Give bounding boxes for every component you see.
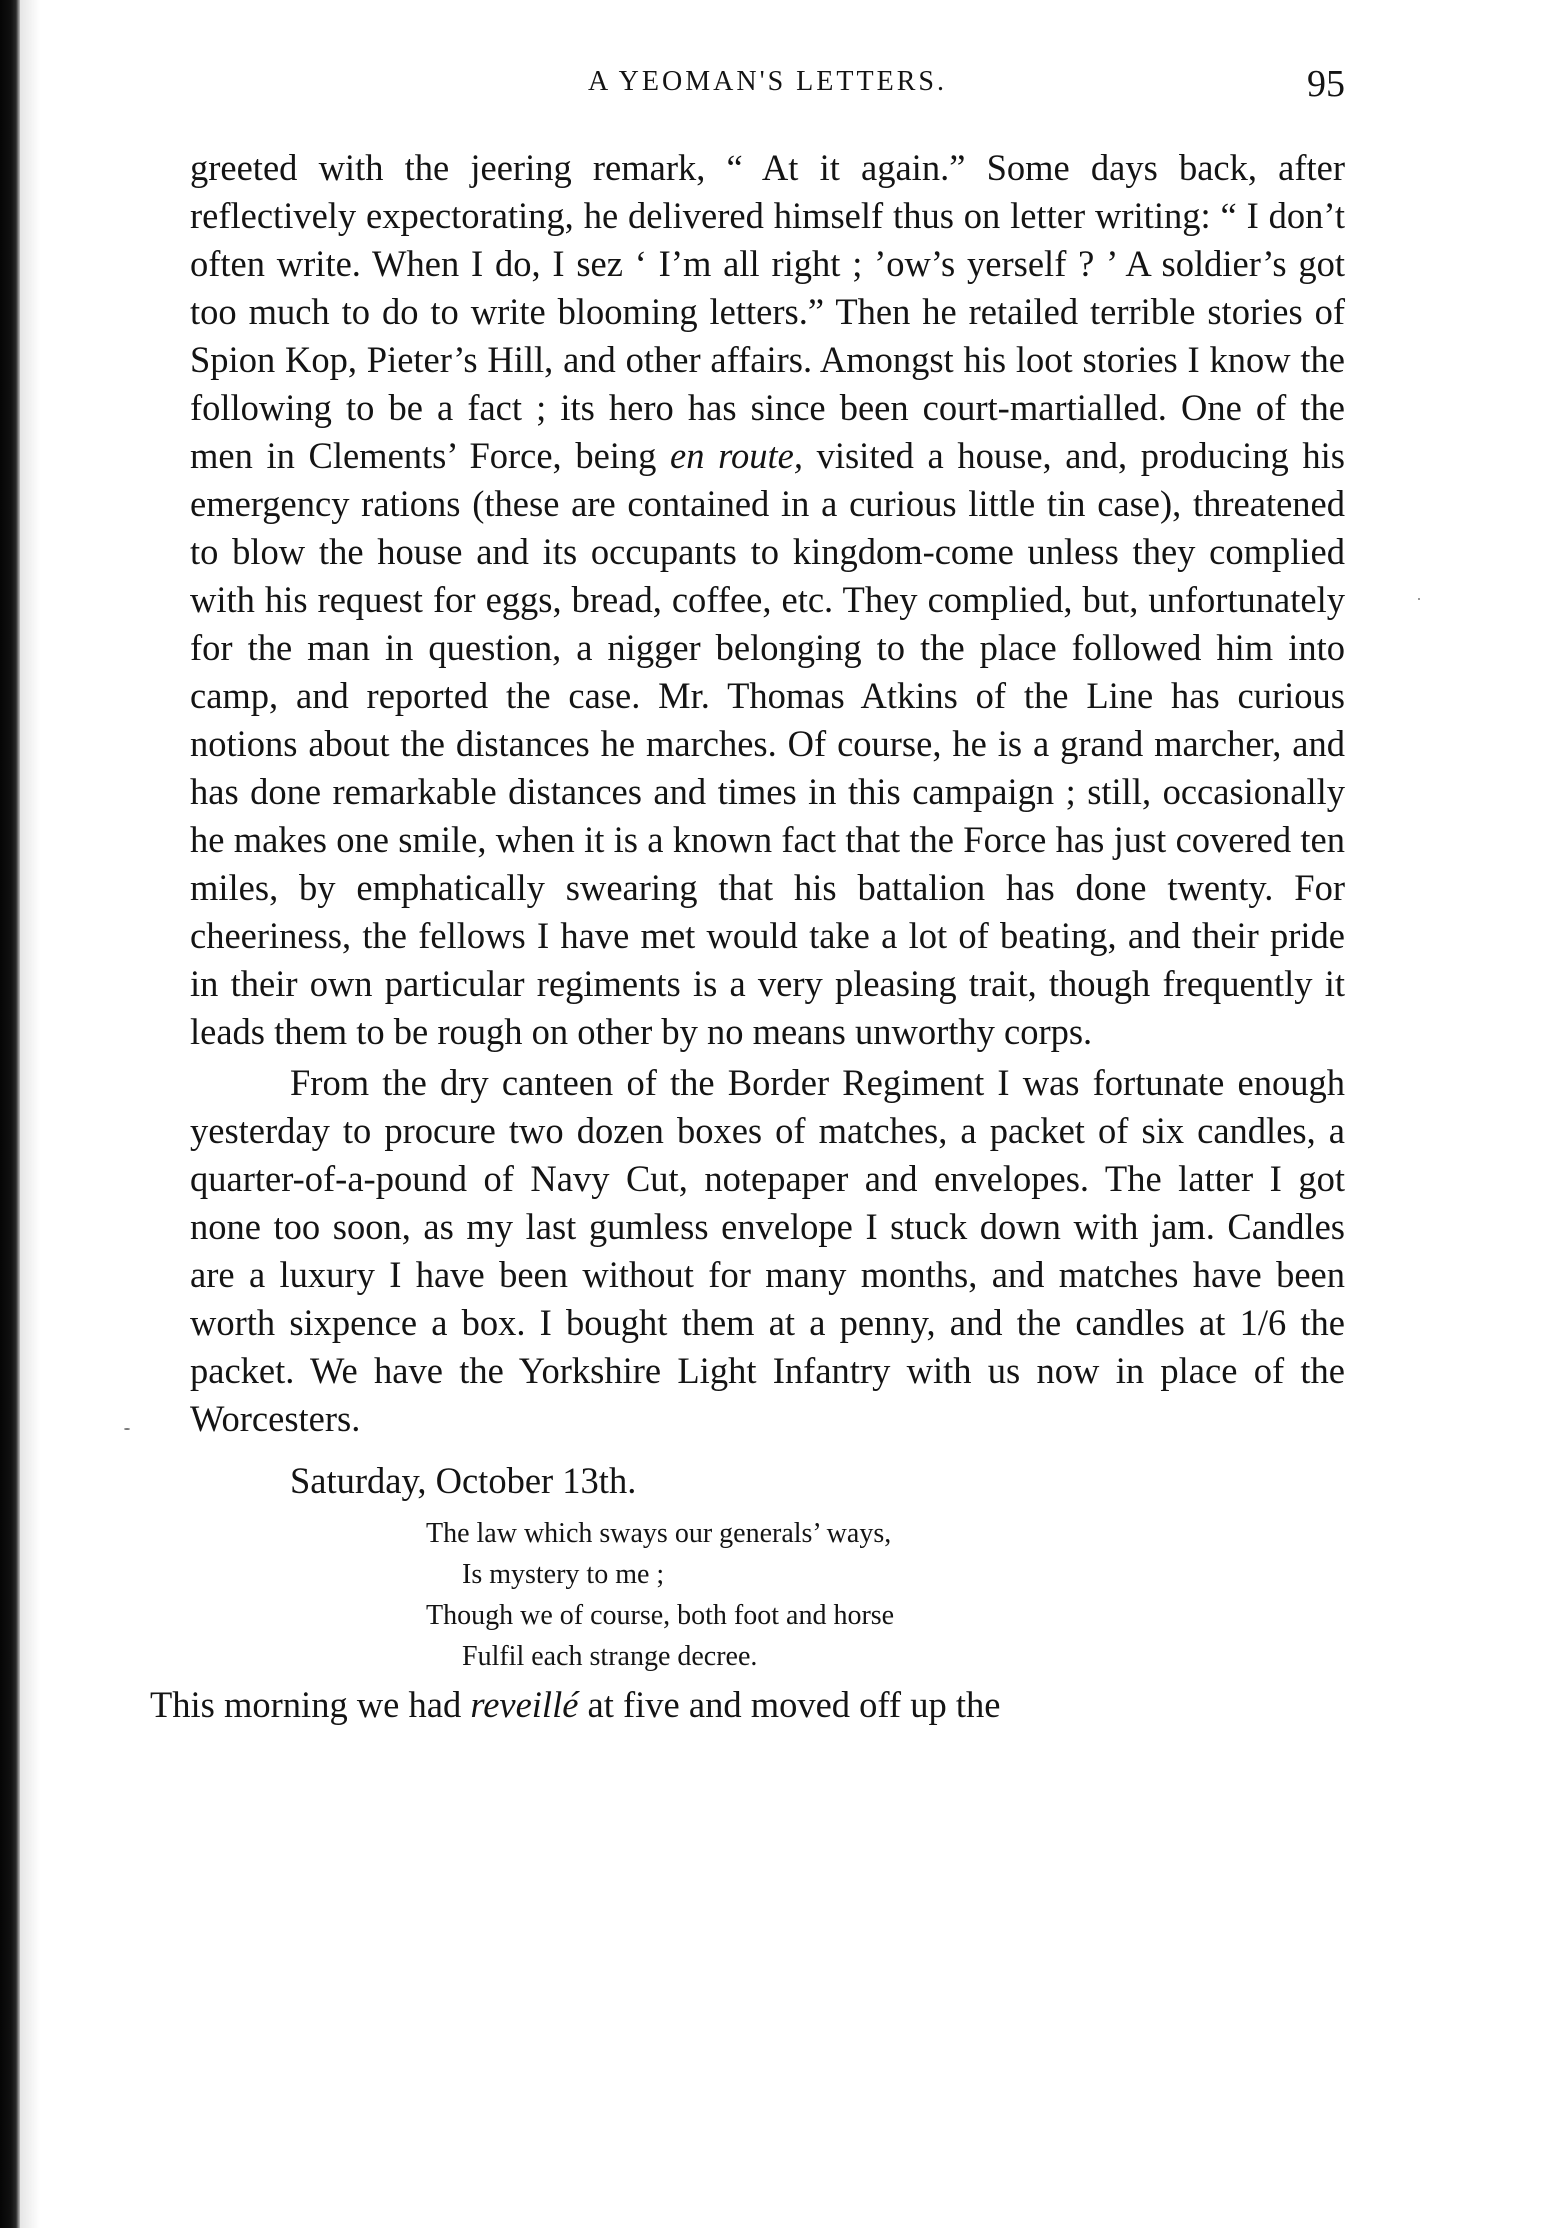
italic-phrase: en route,	[670, 435, 803, 476]
paragraph-text: greeted with the jeering remark, “ At it again.” Some days back, after reflectively expectorating, he delivered himself thus on letter writing: “ I don’t often write. When I do, I sez ‘ I’m all right ; ’ow’s yerself ? ’ A soldier’s got too much to do to write blooming letters.” Then he retailed terrible stories of Spion Kop, Pieter’s Hill, and other affairs. Amongst his loot stories I know the following to be a fact ; its hero has since been court-martialled. One of the men in Clements’ Force, being	[190, 147, 1345, 476]
paragraph-canteen: From the dry canteen of the Border Regiment I was fortunate enough yesterday to procure two dozen boxes of matches, a packet of six candles, a quarter-of-a-pound of Navy Cut, notepaper and envelopes. The latter I got none too soon, as my last gumless envelope I stuck down with jam. Candles are a luxury I have been without for many months, and matches have been worth sixpence a box. I bought them at a penny, and the candles at 1/6 the packet. We have the Yorkshire Light Infantry with us now in place of the Worcesters.	[190, 1062, 1345, 1439]
closing-text: at five and moved off up the	[578, 1684, 1001, 1725]
paragraph-text: visited a house, and, producing his emergency rations (these are contained in a curious little tin case), threatened to blow the house and its occupants to kingdom-come unless they complied with his request for eggs, bread, coffee, etc. They complied, but, unfortunately for the man in question, a nigger belonging to the place followed him into camp, and reported the case. Mr. Thomas Atkins of the Line has curious notions about the distances he marches. Of course, he is a grand marcher, and has done remarkable distances and times in this campaign ; still, occasionally he makes one smile, when it is a known fact that the Force has just covered ten miles, by emphatically swearing that his battalion has done twenty. For cheeriness, the fellows I have met would take a lot of beating, and their pride in their own particular regiments is a very pleasing trait, though frequently it leads them to be rough on other by no means unworthy corps.	[190, 435, 1345, 1052]
page-header	[190, 62, 1345, 110]
paper-speck	[1418, 598, 1420, 600]
italic-word: reveillé	[470, 1684, 579, 1725]
running-title: A YEOMAN'S LETTERS.	[588, 66, 947, 97]
verse-line: Is mystery to me ;	[462, 1559, 665, 1590]
gutter-shadow	[20, 0, 40, 2228]
closing-line	[150, 1681, 1345, 1729]
paragraph-continued	[190, 144, 1345, 1056]
paper-speck	[124, 1428, 130, 1430]
book-binding-edge	[0, 0, 20, 2228]
closing-text: This morning we had	[150, 1684, 471, 1725]
verse-stanza	[426, 1513, 1345, 1677]
page-number: 95	[1307, 63, 1345, 105]
verse-line: Though we of course, both foot and horse	[426, 1600, 895, 1631]
page-body	[150, 144, 1345, 1729]
verse-line: The law which sways our generals’ ways,	[426, 1518, 892, 1549]
verse-line: Fulfil each strange decree.	[462, 1641, 758, 1672]
diary-dateline: Saturday, October 13th.	[290, 1460, 637, 1501]
